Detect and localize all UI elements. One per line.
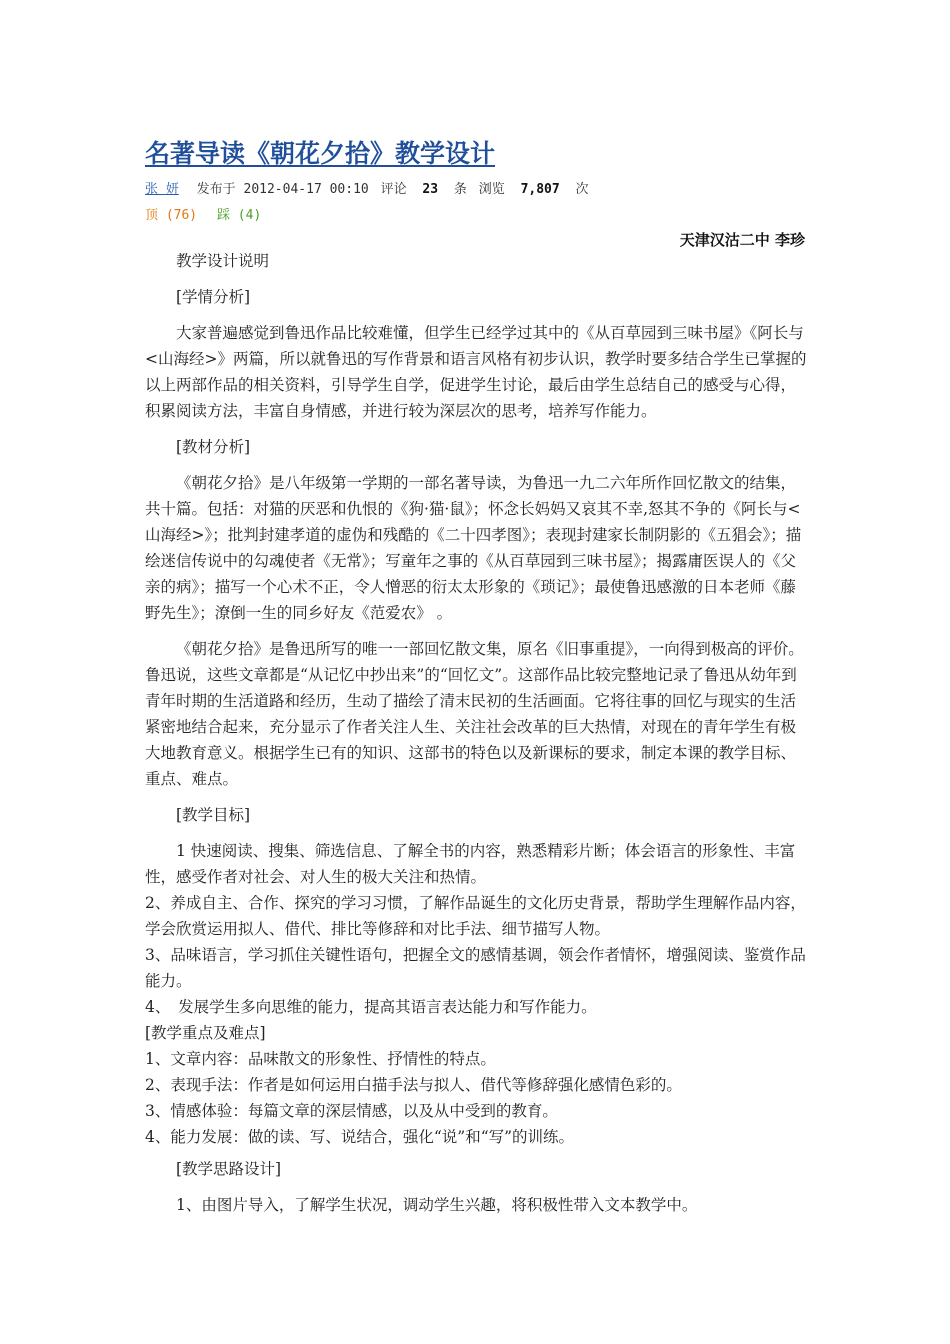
key-item-3: 3、情感体验：每篇文章的深层情感，以及从中受到的教育。 <box>145 1102 558 1120</box>
author-link[interactable]: 张 妍 <box>145 182 179 197</box>
goal-item-4: 4、 发展学生多向思维的能力，提高其语言表达能力和写作能力。 <box>145 998 597 1016</box>
views-label: 浏览 <box>478 182 505 197</box>
goal-item-1: 1 快速阅读、搜集、筛选信息、了解全书的内容，熟悉精彩片断；体会语言的形象性、丰富性，感受作者对社会、对人生的极大关注和热情。 <box>145 842 796 886</box>
published-label: 发布于 <box>196 182 236 197</box>
paragraph-material-2: 《朝花夕拾》是鲁迅所写的唯一一部回忆散文集，原名《旧事重提》，一向得到极高的评价。鲁迅说，这些文章都是“从记忆中抄出来”的“回忆文”。这部作品比较完整地记录了鲁迅从幼年到青年时期的生活道路和经历，生动了描绘了清末民初的生活画面。它将往事的回忆与现实的生活紧密地结合起来，充分显示了作者关注人生、关注社会改革的巨大热情，对现在的青年学生有极大地教育意义。根据学生已有的知识、这部书的特色以及新课标的要求，制定本课的教学目标、重点、难点。 <box>145 640 804 788</box>
key-item-1: 1、文章内容：品味散文的形象性、抒情性的特点。 <box>145 1050 496 1068</box>
vote-bar <box>145 204 261 223</box>
comments-label: 评论 <box>380 182 407 197</box>
section-heading-goals: [教学目标] <box>176 806 251 824</box>
goal-item-3: 3、品味语言，学习抓住关键性语句，把握全文的感情基调，领会作者情怀，增强阅读、鉴赏作品能力。 <box>145 946 806 990</box>
upvote-button[interactable]: 顶 (76) <box>145 208 198 223</box>
author-byline: 天津汉沽二中 李珍 <box>679 231 805 249</box>
design-note-heading: 教学设计说明 <box>176 252 270 270</box>
section-heading-plan: [教学思路设计] <box>176 1160 282 1178</box>
paragraph-student: 大家普遍感觉到鲁迅作品比较难懂，但学生已经学过其中的《从百草园到三味书屋》《阿长与<山海经>》两篇，所以就鲁迅的写作背景和语言风格有初步认识，教学时要多结合学生已掌握的以上两部作品的相关资料，引导学生自学，促进学生讨论，最后由学生总结自己的感受与心得，积累阅读方法，丰富自身情感，并进行较为深层次的思考，培养写作能力。 <box>145 324 807 420</box>
views-unit: 次 <box>575 182 589 197</box>
section-heading-key: [教学重点及难点] <box>145 1024 266 1042</box>
downvote-button[interactable]: 踩 (4) <box>216 208 262 223</box>
key-item-4: 4、能力发展：做的读、写、说结合，强化“说”和“写”的训练。 <box>145 1128 575 1146</box>
paragraph-material-1: 《朝花夕拾》是八年级第一学期的一部名著导读，为鲁迅一九二六年所作回忆散文的结集，共十篇。包括：对猫的厌恶和仇恨的《狗·猫·鼠》；怀念长妈妈又哀其不幸,怒其不争的《阿长与<山海经>》；批判封建孝道的虚伪和残酷的《二十四孝图》；表现封建家长制阴影的《五猖会》；描绘迷信传说中的勾魂使者《无常》；写童年之事的《从百草园到三味书屋》；揭露庸医误人的《父亲的病》；描写一个心术不正，令人憎恶的衍太太形象的《琐记》；最使鲁迅感激的日本老师《藤野先生》；潦倒一生的同乡好友《范爱农》 。 <box>145 474 802 622</box>
views-count: 7,807 <box>520 182 560 197</box>
published-date: 2012-04-17 00:10 <box>243 182 369 197</box>
section-heading-material: [教材分析] <box>176 438 251 456</box>
article-body <box>145 248 807 1228</box>
article-title[interactable]: 名著导读《朝花夕拾》教学设计 <box>145 139 496 168</box>
article-meta <box>145 178 589 197</box>
goal-item-2: 2、养成自主、合作、探究的学习习惯，了解作品诞生的文化历史背景，帮助学生理解作品内容，学会欣赏运用拟人、借代、排比等修辞和对比手法、细节描写人物。 <box>145 894 806 938</box>
key-item-2: 2、表现手法：作者是如何运用白描手法与拟人、借代等修辞强化感情色彩的。 <box>145 1076 682 1094</box>
plan-item-1: 1、由图片导入，了解学生状况，调动学生兴趣，将积极性带入文本教学中。 <box>176 1196 698 1214</box>
comments-unit: 条 <box>453 182 467 197</box>
section-heading-student: [学情分析] <box>176 288 251 306</box>
comments-count: 23 <box>422 182 439 197</box>
